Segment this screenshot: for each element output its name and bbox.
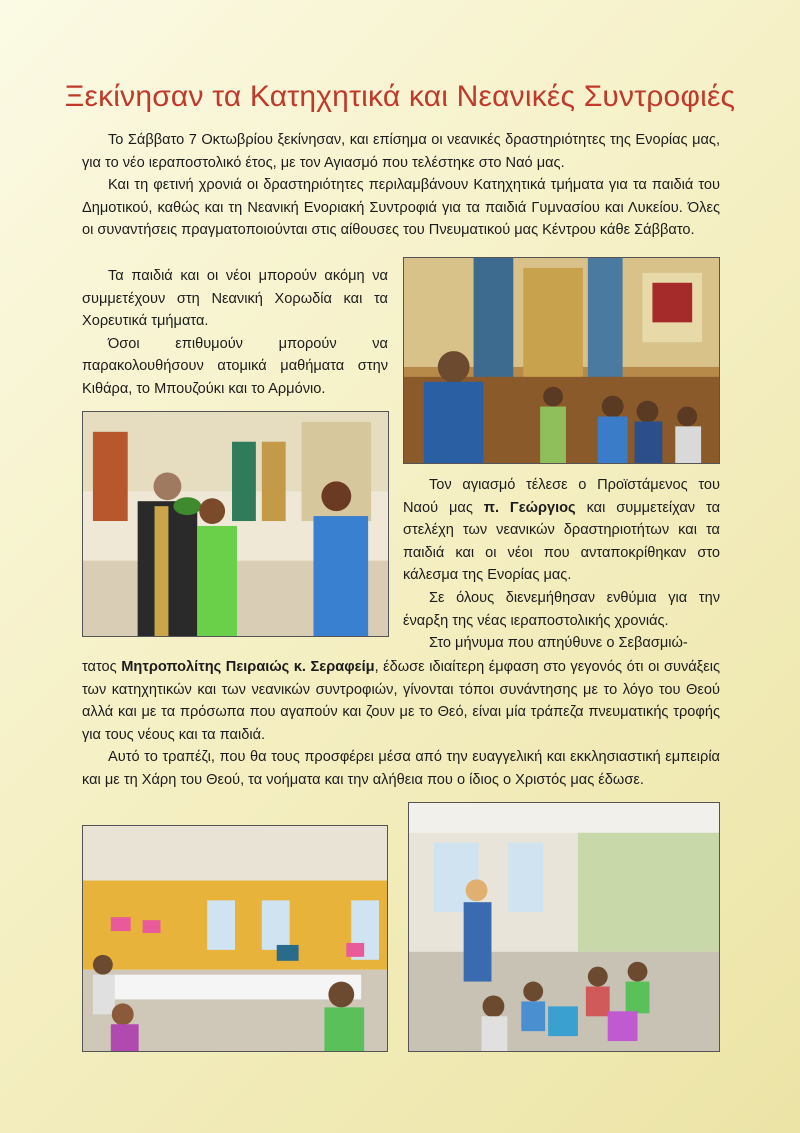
intro-paragraph-2: Και τη φετινή χρονιά οι δραστηριότητες περιλαμβάνουν Κατηχητικά τμήματα για τα παιδιά του Δημοτικού, καθώς και τη Νεανική Ενοριακή Συντροφιά για τα παιδιά Γυμνασίου και Λυκείου. Όλες οι συναντήσεις πραγματοποιούνται στις αίθουσες του Πνευματικού μας Κέντρου κάθε Σάββατο.	[82, 177, 720, 239]
photo-church-children	[403, 257, 720, 464]
left-column-text	[82, 265, 388, 401]
priest-name: π. Γεώργιος	[483, 499, 576, 516]
photo-classroom-teacher	[408, 802, 720, 1052]
bottom-paragraph-2: Αυτό το τραπέζι, που θα τους προσφέρει μέσα από την ευαγγελική και εκκλησιαστική εμπειρία και με τη Χάρη του Θεού, τα νοήματα και την αλήθεια που ο ίδιος ο Χριστός μας έδωσε.	[82, 749, 720, 788]
photo-classroom-cards	[82, 825, 388, 1052]
photo-priest-blessing	[82, 411, 389, 637]
metropolitan-name: Μητροπολίτης Πειραιώς κ. Σεραφείμ	[121, 659, 375, 675]
right-paragraph-2: Σε όλους διενεμήθησαν ενθύμια για την έναρξη της νέας ιεραποστολικής χρονιάς.	[403, 589, 720, 629]
right-paragraph-1: Τον αγιασμό τέλεσε ο Προϊστάμενος του Ναού μας π. Γεώργιος και συμμετείχαν τα στελέχη των νεανικών δραστηριοτήτων και τα παιδιά και οι νέοι που ανταποκρίθηκαν στο κάλεσμα της Ενορίας μας.	[403, 477, 721, 584]
article-title: Ξεκίνησαν τα Κατηχητικά και Νεανικές Συντροφιές	[64, 80, 736, 113]
intro-paragraph-1: Το Σάββατο 7 Οκτωβρίου ξεκίνησαν, και επίσημα οι νεανικές δραστηριότητες της Ενορίας μας, για το νέο ιεραποστολικό έτος, με τον Αγιασμό που τελέστηκε στο Ναό μας.	[82, 132, 720, 171]
right-column-text	[403, 474, 720, 655]
right-paragraph-3: Στο μήνυμα που απηύθυνε ο Σεβασμιώ-	[429, 635, 688, 652]
left-paragraph-1: Τα παιδιά και οι νέοι μπορούν ακόμη να συμμετέχουν στη Νεανική Χορωδία και τα Χορευτικά τμήματα.	[82, 268, 388, 330]
bottom-paragraph-1: τατος Μητροπολίτης Πειραιώς κ. Σεραφείμ, έδωσε ιδιαίτερη έμφαση στο γεγονός ότι οι συνάξεις των κατηχητικών και των νεανικών συντροφιών, γίνονται τόποι συνάντησης με το λόγο του Θεού αλλά και με τα πρόσωπα που αγαπούν και ζουν με το Θεό, είναι μία τράπεζα πνευματικής τροφής για τους νέους και τα παιδιά.	[82, 659, 720, 743]
left-paragraph-2: Όσοι επιθυμούν μπορούν να παρακολουθήσουν ατομικά μαθήματα στην Κιθάρα, το Μπουζούκι και το Αρμόνιο.	[82, 335, 388, 397]
intro-text	[82, 129, 720, 242]
bottom-text	[82, 656, 720, 792]
